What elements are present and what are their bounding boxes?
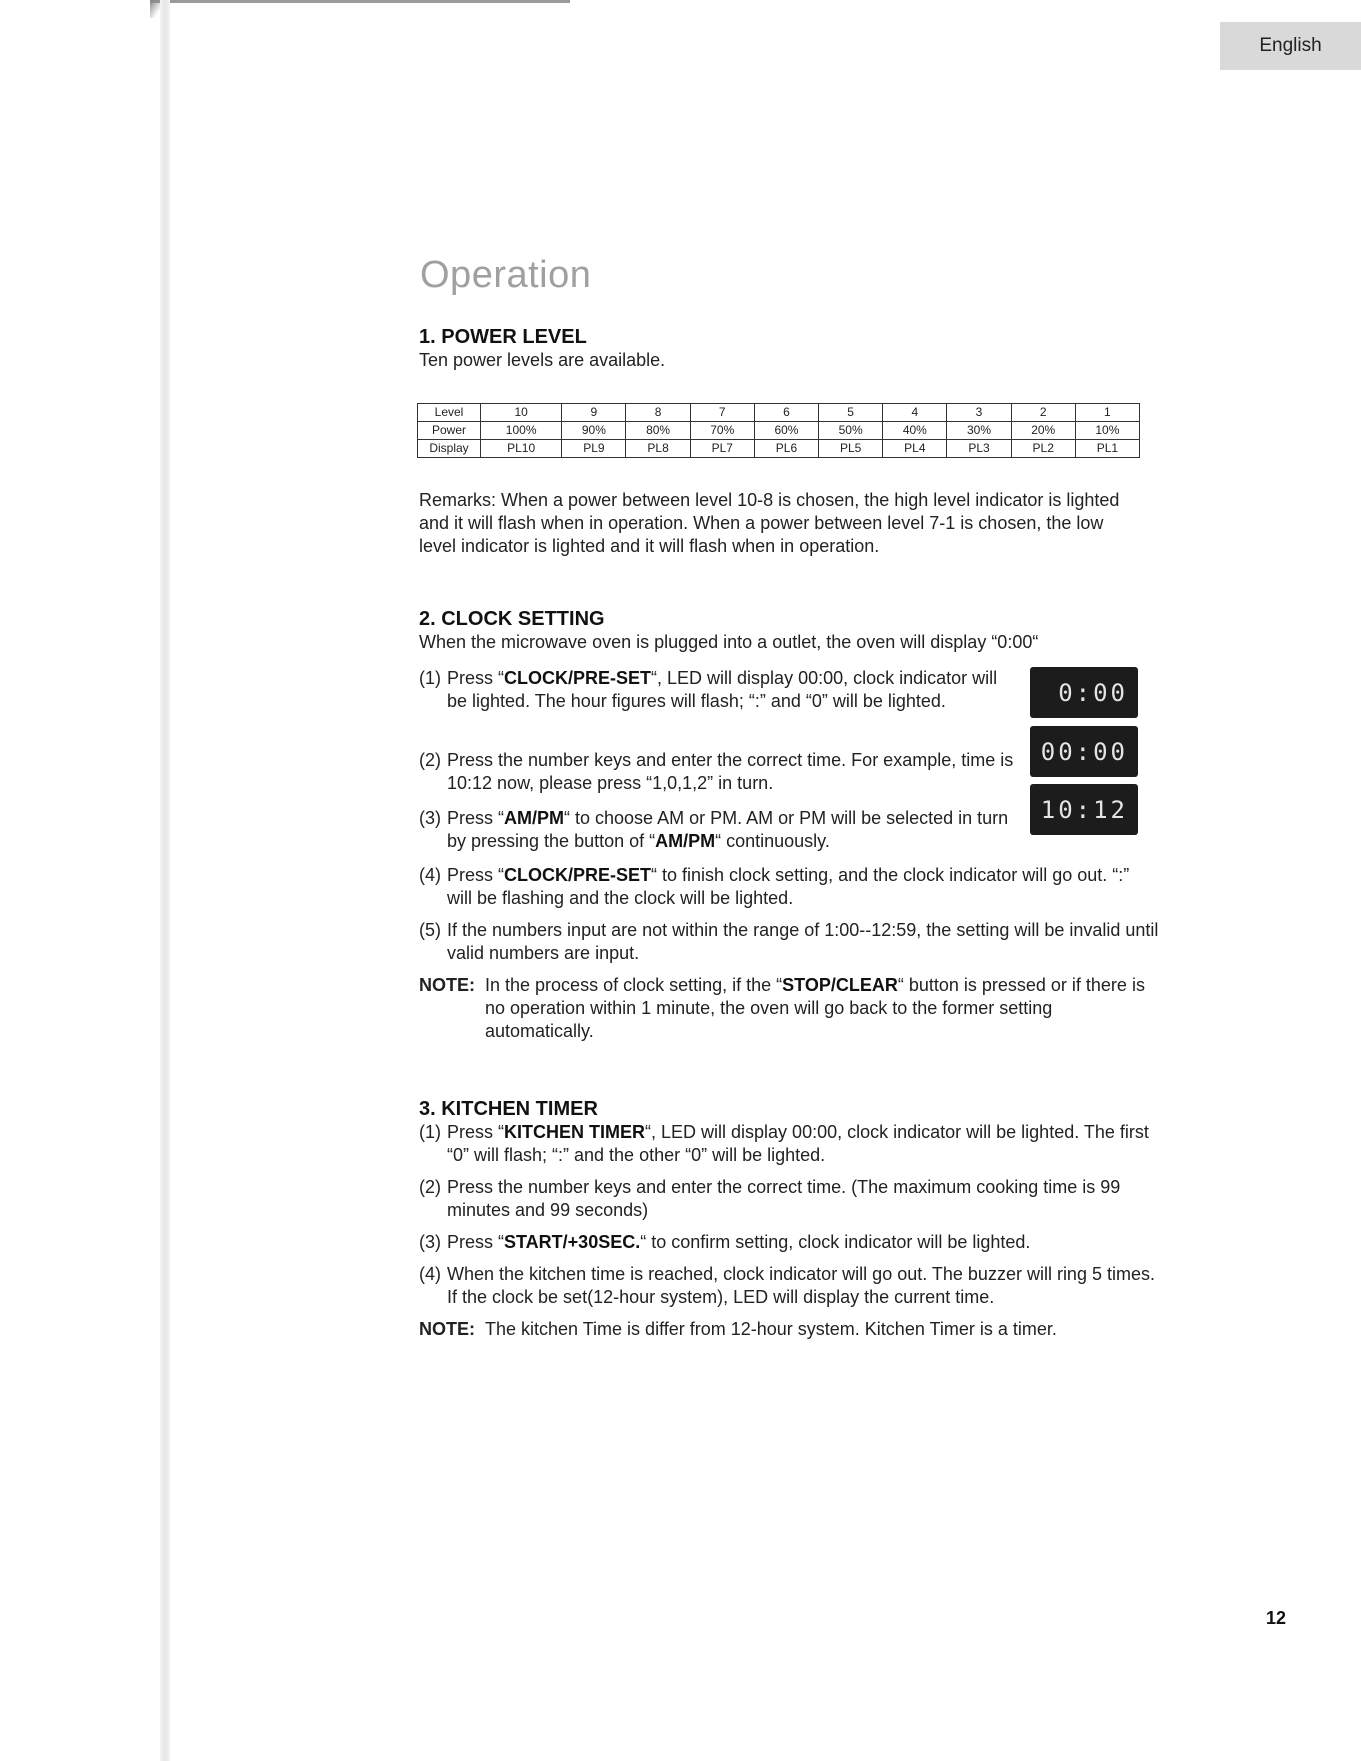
table-cell: 10% [1075, 422, 1139, 440]
remarks-text: Remarks: When a power between level 10-8 is chosen, the high level indicator is lighted and it will flash when in operation. When a power between level 7-1 is chosen, the low level indicator is lighted and it will flash when in operation. [419, 490, 1120, 556]
section-title: 2. CLOCK SETTING [419, 608, 605, 630]
key-name: CLOCK/PRE-SET [504, 668, 652, 688]
table-cell: 8 [626, 404, 690, 422]
key-name: AM/PM [655, 831, 716, 851]
table-cell: 9 [562, 404, 626, 422]
key-name: KITCHEN TIMER [504, 1122, 646, 1142]
step-number: (2) [419, 750, 441, 770]
row-header: Display [418, 440, 481, 458]
table-cell: PL7 [690, 440, 754, 458]
table-cell: 3 [947, 404, 1011, 422]
page-title: Operation [420, 254, 592, 296]
table-cell: 60% [754, 422, 818, 440]
table-cell: 4 [883, 404, 947, 422]
step-text: When the kitchen time is reached, clock indicator will go out. The buzzer will ring 5 times. If the clock be set(12-hour system), LED will display the current time. [447, 1264, 1155, 1307]
key-name: CLOCK/PRE-SET [504, 865, 652, 885]
row-header: Power [418, 422, 481, 440]
led-display-2: 00:00 [1030, 726, 1138, 777]
table-cell: 80% [626, 422, 690, 440]
step-number: (2) [419, 1177, 441, 1197]
table-row [418, 440, 1140, 458]
section-intro: When the microwave oven is plugged into a outlet, the oven will display “0:00“ [419, 632, 1039, 652]
step-text: Press the number keys and enter the correct time. (The maximum cooking time is 99 minutes and 99 seconds) [447, 1177, 1121, 1220]
led-display-1: 0:00 [1030, 667, 1138, 718]
table-cell: 30% [947, 422, 1011, 440]
table-cell: PL9 [562, 440, 626, 458]
power-level-table [417, 403, 1140, 458]
clock-setting-section [419, 607, 1154, 654]
clock-step-3 [419, 807, 1029, 853]
table-cell: PL5 [819, 440, 883, 458]
step-text: Press “KITCHEN TIMER“, LED will display 00:00, clock indicator will be lighted. The first “0” will flash; “:” and the other “0” will be lighted. [447, 1122, 1149, 1165]
table-cell: 10 [481, 404, 562, 422]
step-number: (4) [419, 1264, 441, 1284]
key-name: STOP/CLEAR [782, 975, 898, 995]
remarks-block [419, 489, 1141, 558]
binding-edge [160, 0, 170, 1761]
clock-step-2 [419, 749, 1029, 795]
table-cell: PL4 [883, 440, 947, 458]
section-intro: Ten power levels are available. [419, 350, 666, 370]
table-cell: 50% [819, 422, 883, 440]
table-cell: 20% [1011, 422, 1075, 440]
step-text: Press “CLOCK/PRE-SET“ to finish clock setting, and the clock indicator will go out. “:” will be flashing and the clock will be lighted. [447, 865, 1130, 908]
language-tab: English [1220, 22, 1361, 70]
table-cell: 2 [1011, 404, 1075, 422]
table-cell: 5 [819, 404, 883, 422]
step-number: (3) [419, 1232, 441, 1252]
table-row [418, 422, 1140, 440]
step-text: Press “CLOCK/PRE-SET“, LED will display 00:00, clock indicator will be lighted. The hour figures will flash; “:” and “0” will be lighted. [447, 668, 998, 711]
step-number: (1) [419, 668, 441, 688]
table-cell: 40% [883, 422, 947, 440]
note-text: The kitchen Time is differ from 12-hour system. Kitchen Timer is a timer. [485, 1319, 1057, 1339]
kitchen-timer-section [419, 1097, 1159, 1341]
table-row [418, 404, 1140, 422]
table-cell: PL3 [947, 440, 1011, 458]
section-title: 1. POWER LEVEL [419, 326, 587, 348]
step-text: Press “START/+30SEC.“ to confirm setting, clock indicator will be lighted. [447, 1232, 1031, 1252]
table-cell: PL6 [754, 440, 818, 458]
clock-note [419, 974, 1159, 1043]
table-cell: PL2 [1011, 440, 1075, 458]
table-cell: 7 [690, 404, 754, 422]
table-cell: 1 [1075, 404, 1139, 422]
section-title: 3. KITCHEN TIMER [419, 1098, 598, 1120]
table-cell: PL10 [481, 440, 562, 458]
page-number: 12 [1266, 1608, 1287, 1628]
power-level-section [419, 325, 1144, 372]
key-name: AM/PM [504, 808, 565, 828]
key-name: START/+30SEC. [504, 1232, 641, 1252]
step-number: (1) [419, 1122, 441, 1142]
step-text: If the numbers input are not within the range of 1:00--12:59, the setting will be invalid until valid numbers are input. [447, 920, 1159, 963]
clock-steps-4-5 [419, 864, 1159, 1043]
row-header: Level [418, 404, 481, 422]
table-cell: PL8 [626, 440, 690, 458]
step-number: (3) [419, 808, 441, 828]
step-number: (4) [419, 865, 441, 885]
step-text: Press the number keys and enter the correct time. For example, time is 10:12 now, please press “1,0,1,2” in turn. [447, 750, 1014, 793]
table-cell: 70% [690, 422, 754, 440]
top-scan-line [150, 0, 570, 3]
timer-note [419, 1318, 1159, 1341]
step-number: (5) [419, 920, 441, 940]
table-cell: 90% [562, 422, 626, 440]
clock-step-1 [419, 667, 1019, 713]
note-label: NOTE: [419, 1319, 475, 1339]
table-cell: 6 [754, 404, 818, 422]
note-text: In the process of clock setting, if the “STOP/CLEAR“ button is pressed or if there is no operation within 1 minute, the oven will go back to the former setting automatically. [485, 975, 1145, 1041]
note-label: NOTE: [419, 975, 475, 995]
led-display-3: 10:12 [1030, 784, 1138, 835]
step-text: Press “AM/PM“ to choose AM or PM. AM or PM will be selected in turn by pressing the button of “AM/PM“ continuously. [447, 808, 1009, 851]
table-cell: 100% [481, 422, 562, 440]
table-cell: PL1 [1075, 440, 1139, 458]
